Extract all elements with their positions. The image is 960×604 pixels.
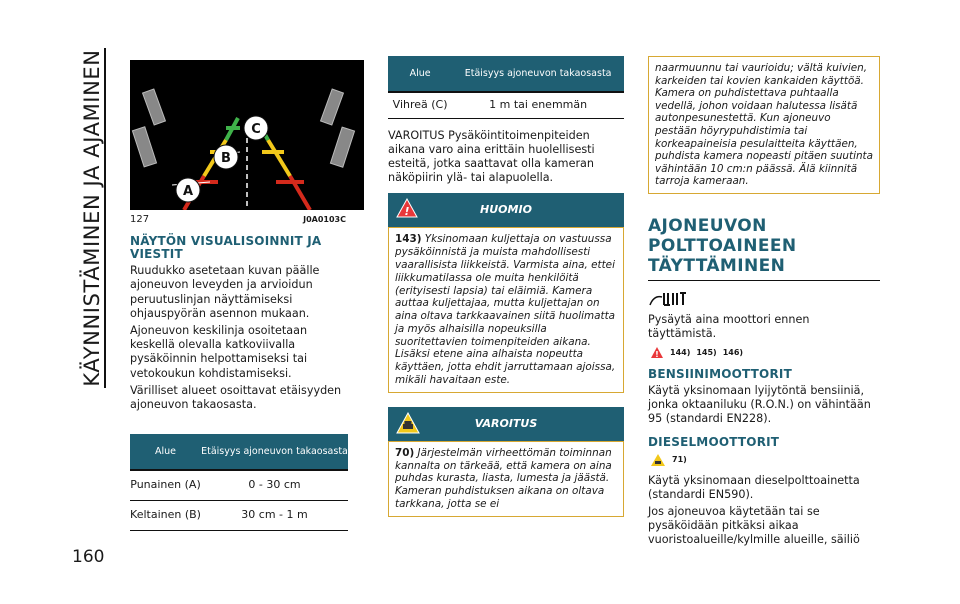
table-header: Alue (388, 56, 452, 92)
figure-caption (130, 213, 346, 227)
svg-text:!: ! (404, 205, 410, 219)
column-2 (388, 60, 624, 517)
page-number: 160 (72, 547, 105, 567)
section-heading-display: NÄYTÖN VISUALISOINNIT JA VIESTIT (130, 234, 322, 262)
column-3 (648, 60, 880, 551)
table-row: Vihreä (C) 1 m tai enemmän (388, 92, 624, 118)
table-header: Etäisyys ajoneuvon takaosasta (452, 56, 624, 92)
car-warning-icon (650, 453, 666, 467)
warning-triangle-icon (650, 346, 664, 359)
figure-code: J0A0103C (303, 215, 346, 224)
table-row: Keltainen (B) 30 cm - 1 m (130, 500, 348, 530)
huomio-header: ! HUOMIO (388, 193, 624, 227)
rear-camera-figure (130, 60, 364, 210)
intro-paragraph: Pysäytä aina moottori ennen täyttämistä. (648, 313, 810, 341)
reference-list: ! 144) 145) 146) (650, 346, 880, 360)
warning-paragraph: VAROITUS Pysäköintitoimenpiteiden aikana varo aina erittäin huolellisesti esteitä, jotka saattavat olla kameran näköpiirin ylä- tai alapuolella. (388, 128, 595, 185)
figure-number: 127 (130, 214, 150, 225)
distance-table (130, 434, 348, 531)
car-warning-icon (396, 412, 420, 448)
paragraph: Värilliset alueet osoittavat etäisyyden ajoneuvon takaosasta. (130, 383, 342, 412)
side-divider (104, 48, 106, 388)
figure-label-c: C (251, 122, 261, 137)
table-row: Punainen (A) 0 - 30 cm (130, 470, 348, 500)
diesel-paragraph: Jos ajoneuvoa käytetään tai se pysäköidään pitkäksi aikaa vuoristoalueille/kylmille alueille, säiliö (648, 504, 860, 547)
paragraph: Ruudukko asetetaan kuvan päälle ajoneuvon leveyden ja arvioidun peruutuslinjan näyttämiseksi ohjauspyörän asennon mukaan. (130, 264, 320, 320)
table-header: Alue (130, 434, 201, 470)
table-header: Etäisyys ajoneuvon takaosasta (201, 434, 348, 470)
figure-label-b: B (221, 151, 231, 166)
varoitus-body-continued: naarmuunnu tai vaurioidu; vältä kuivien, karkeiden tai kovien kankaiden käyttöä. Kamera on puhdistettava puhtaalla vedellä, johon voidaan halutessa lisätä autonpesunestettä. Kun ajoneuvo pestään höyrypuhdistimia tai korkeapaineisia pesulaitteita käyttäen, puhdista kamera nopeasti pitäen suutinta vähintään 10 cm:n päässä. Älä kiinnitä tarroja kameraan. (648, 56, 880, 194)
heading-petrol: BENSIINIMOOTTORIT (648, 366, 792, 381)
parking-grid-illustration (130, 60, 364, 210)
varoitus-body: 70) Järjestelmän virheettömän toiminnan kannalta on tärkeää, että kamera on aina puhdas kurasta, liasta, lumesta ja jäästä. Kameran puhdistuksen aikana on oltava tarkkana, jotta se ei (388, 441, 624, 517)
figure-label-a: A (182, 184, 194, 199)
section-title-refuelling: AJONEUVON POLTTOAINEEN TÄYTTÄMINEN (648, 216, 880, 281)
paragraph: Ajoneuvon keskilinja osoitetaan keskellä olevalla katkoviivalla pysäköinnin helpottamiseksi tai vetokoukun kohdistamiseksi. (130, 324, 308, 380)
petrol-paragraph: Käytä yksinomaan lyijytöntä bensiiniä, jonka oktaaniluku (R.O.N.) on vähintään 95 (standardi EN228). (648, 383, 871, 426)
varoitus-header: VAROITUS (388, 407, 624, 441)
side-chapter-title: KÄYNNISTÄMINEN JA AJAMINEN (80, 49, 104, 387)
svg-text:!: ! (655, 350, 659, 360)
heading-diesel: DIESELMOOTTORIT (648, 435, 780, 450)
diesel-paragraph: Käytä yksinomaan dieselpolttoainetta (standardi EN590). (648, 473, 860, 501)
reference-list: 71) (650, 453, 880, 467)
engine-off-icon (648, 289, 880, 313)
distance-table-continued (388, 56, 624, 119)
column-1 (130, 60, 346, 531)
huomio-body: 143) Yksinomaan kuljettaja on vastuussa pysäköinnistä ja muista mahdollisesti vaarallisista liikkeistä. Varmista aina, ettei liikkumatilassa ole muita henkilöitä (erityisesti lapsia) tai eläimiä. Kamera auttaa kuljettajaa, mutta kuljettajan on aina oltava tarkkaavainen siitä huolimatta ja myös alhaisilla nopeuksilla suoritettavien toimenpiteiden aikana. Lisäksi etene aina alhaista nopeutta käyttäen, jotta ehdit jarruttamaan ajoissa, mikäli havaitaan este. (388, 227, 624, 393)
warning-triangle-icon (396, 198, 418, 232)
